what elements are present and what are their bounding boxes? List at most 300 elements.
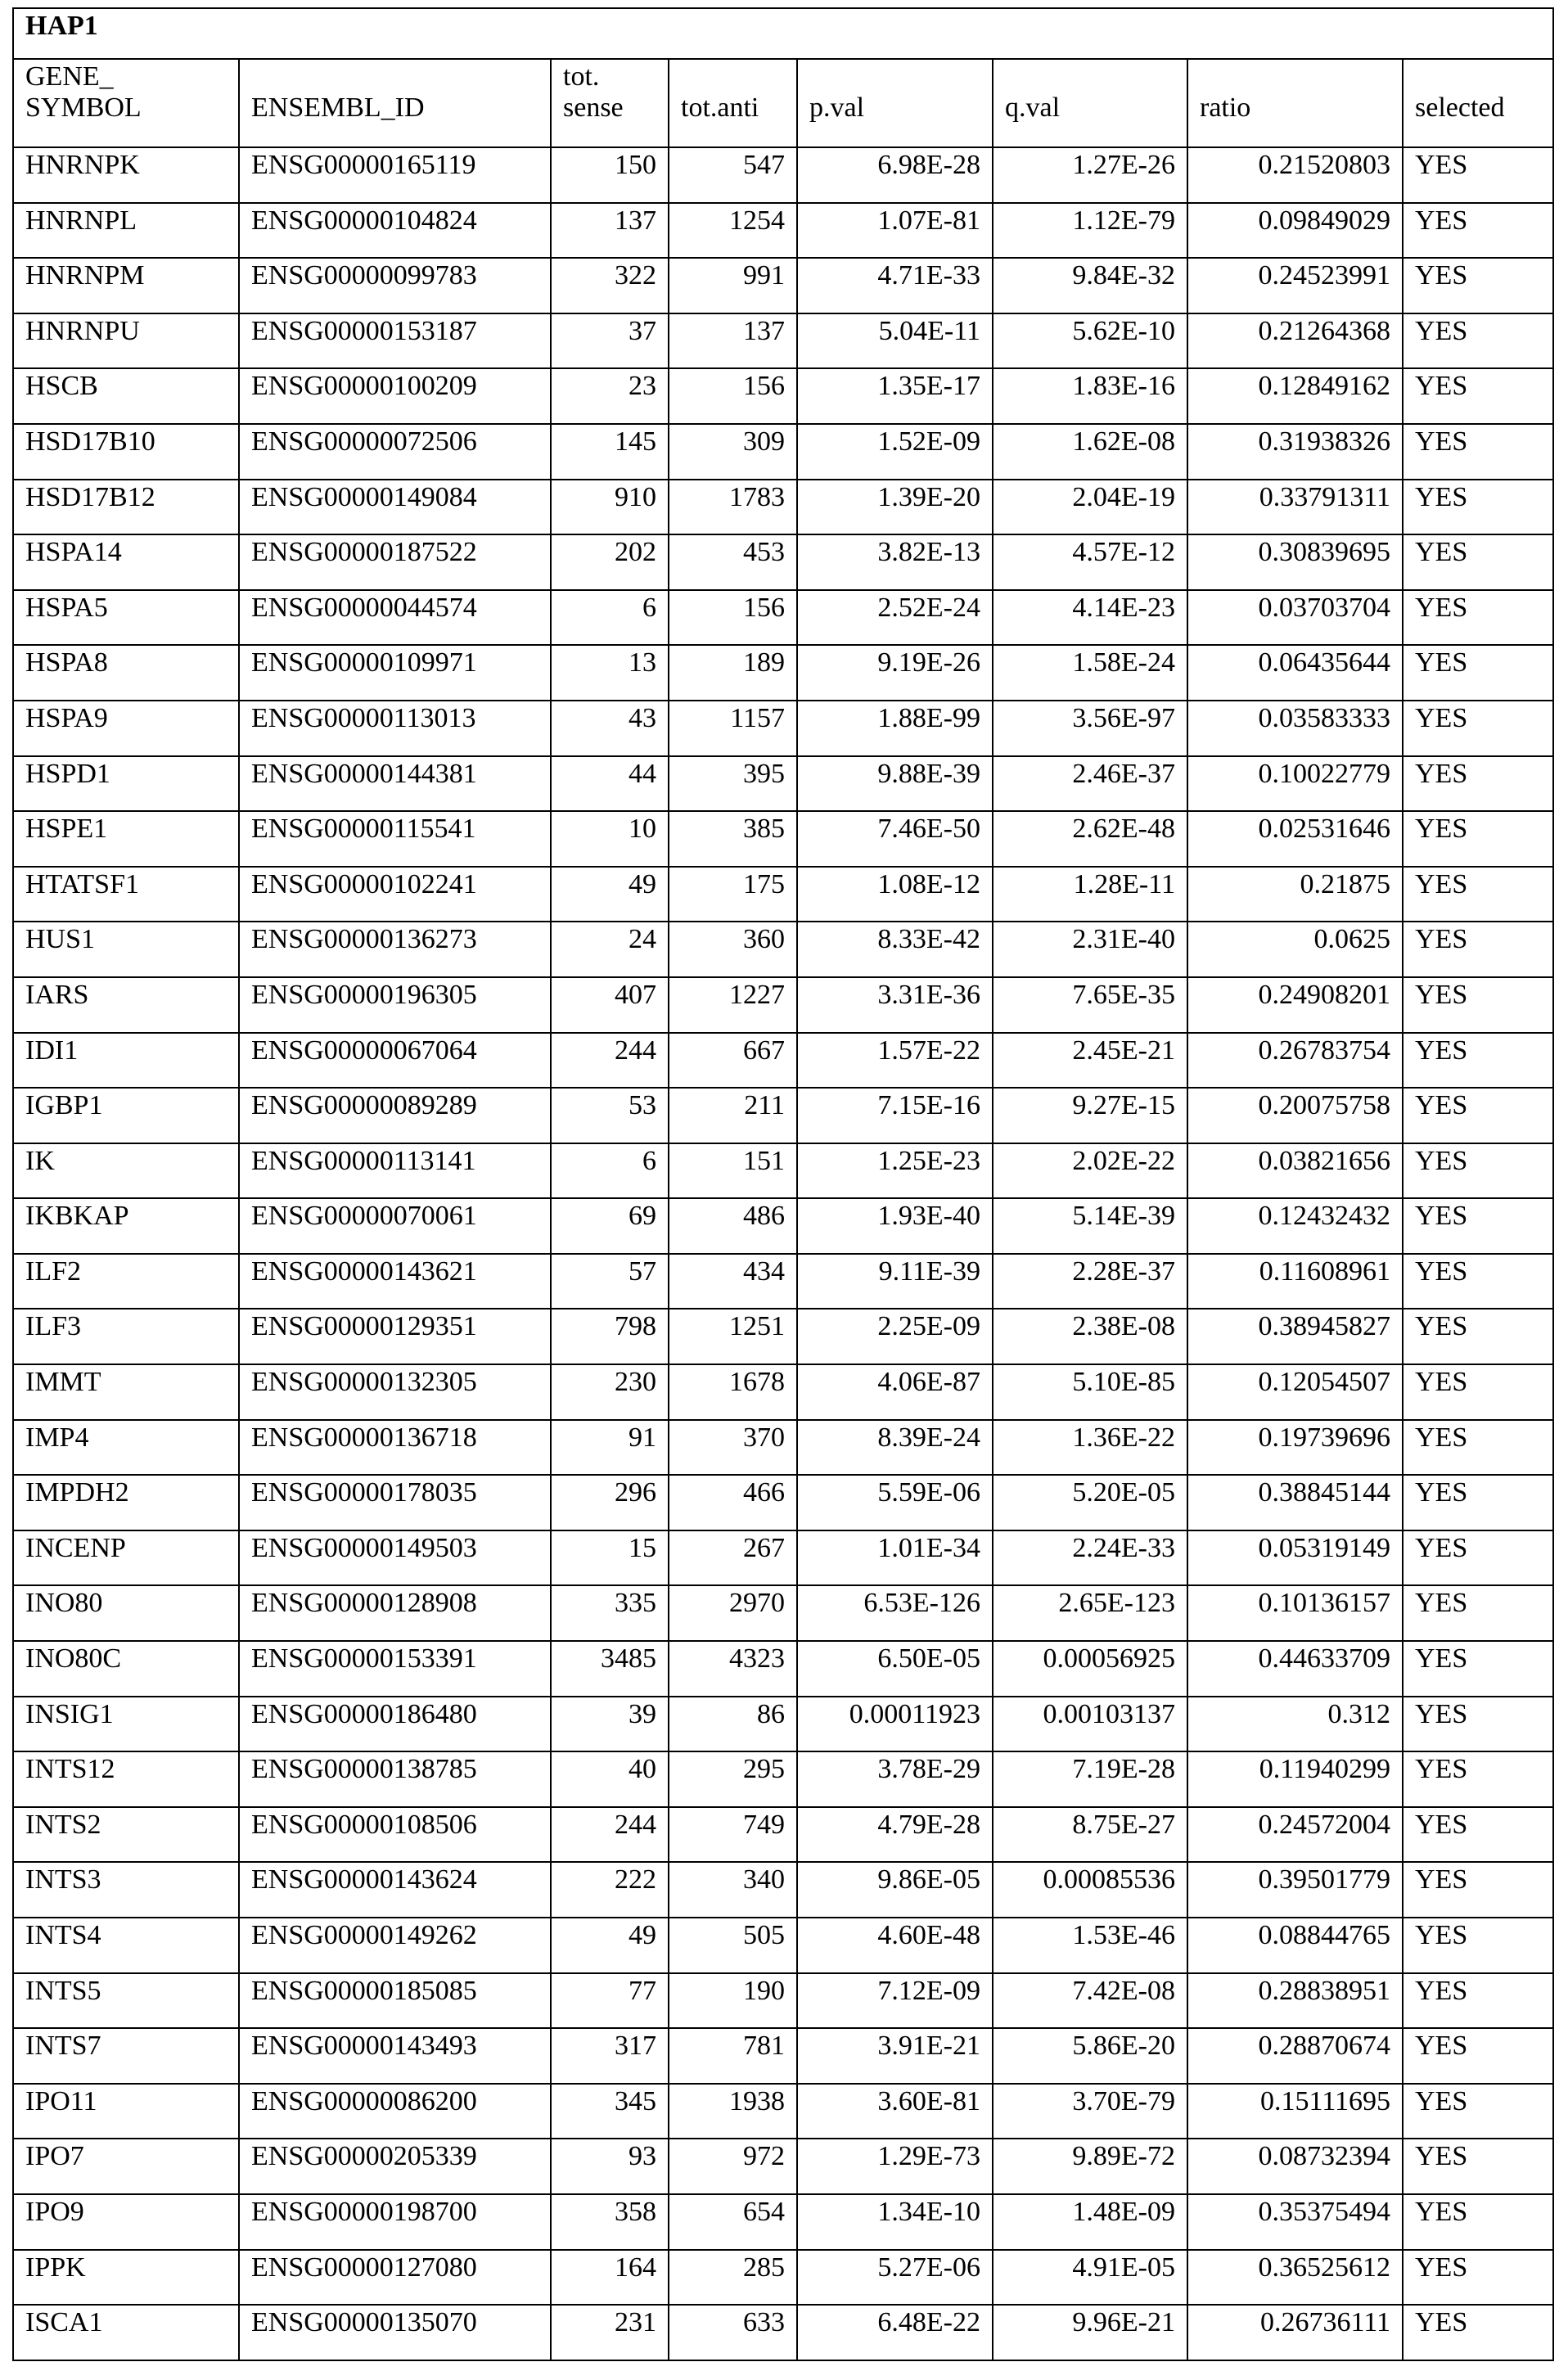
header-row xyxy=(13,59,1553,147)
cell-p-val: 2.52E-24 xyxy=(797,590,993,646)
cell-tot-sense: 49 xyxy=(551,867,669,922)
cell-tot-sense: 10 xyxy=(551,811,669,867)
cell-gene-symbol: IK xyxy=(13,1143,239,1199)
header-tot-sense xyxy=(551,59,669,147)
cell-q-val: 0.00056925 xyxy=(993,1641,1187,1697)
table-row xyxy=(13,1143,1553,1199)
cell-gene-symbol: IMPDH2 xyxy=(13,1475,239,1530)
cell-tot-sense: 57 xyxy=(551,1254,669,1309)
cell-ensembl-id: ENSG00000072506 xyxy=(239,424,551,480)
cell-ensembl-id: ENSG00000113141 xyxy=(239,1143,551,1199)
cell-p-val: 3.91E-21 xyxy=(797,2028,993,2084)
table-row xyxy=(13,1254,1553,1309)
table-row xyxy=(13,1807,1553,1863)
header-ratio xyxy=(1187,59,1403,147)
cell-tot-sense: 6 xyxy=(551,590,669,646)
cell-tot-sense: 40 xyxy=(551,1751,669,1807)
cell-gene-symbol: HSCB xyxy=(13,368,239,424)
cell-q-val: 2.65E-123 xyxy=(993,1585,1187,1641)
cell-ensembl-id: ENSG00000144381 xyxy=(239,756,551,812)
cell-p-val: 4.71E-33 xyxy=(797,258,993,313)
cell-ratio: 0.21264368 xyxy=(1187,313,1403,369)
cell-tot-anti: 1678 xyxy=(669,1364,797,1420)
cell-gene-symbol: IPO7 xyxy=(13,2139,239,2194)
cell-tot-anti: 667 xyxy=(669,1033,797,1089)
cell-ensembl-id: ENSG00000089289 xyxy=(239,1088,551,1143)
cell-selected: YES xyxy=(1403,313,1553,369)
cell-gene-symbol: ILF3 xyxy=(13,1309,239,1364)
header-gene-symbol xyxy=(13,59,239,147)
cell-ratio: 0.28870674 xyxy=(1187,2028,1403,2084)
table-row xyxy=(13,1309,1553,1364)
cell-gene-symbol: IKBKAP xyxy=(13,1198,239,1254)
cell-ensembl-id: ENSG00000127080 xyxy=(239,2250,551,2306)
cell-selected: YES xyxy=(1403,1420,1553,1476)
cell-p-val: 3.31E-36 xyxy=(797,977,993,1033)
cell-tot-sense: 15 xyxy=(551,1530,669,1586)
cell-tot-sense: 345 xyxy=(551,2084,669,2139)
cell-selected: YES xyxy=(1403,1530,1553,1586)
cell-tot-anti: 1157 xyxy=(669,701,797,756)
header-q-val xyxy=(993,59,1187,147)
cell-q-val: 5.14E-39 xyxy=(993,1198,1187,1254)
cell-tot-anti: 4323 xyxy=(669,1641,797,1697)
cell-selected: YES xyxy=(1403,1143,1553,1199)
cell-q-val: 2.24E-33 xyxy=(993,1530,1187,1586)
cell-selected: YES xyxy=(1403,1807,1553,1863)
cell-ensembl-id: ENSG00000109971 xyxy=(239,645,551,701)
cell-ratio: 0.10022779 xyxy=(1187,756,1403,812)
cell-selected: YES xyxy=(1403,1254,1553,1309)
cell-ensembl-id: ENSG00000186480 xyxy=(239,1697,551,1752)
cell-ratio: 0.21520803 xyxy=(1187,147,1403,203)
cell-q-val: 0.00103137 xyxy=(993,1697,1187,1752)
cell-q-val: 1.53E-46 xyxy=(993,1918,1187,1973)
cell-tot-sense: 322 xyxy=(551,258,669,313)
cell-q-val: 9.89E-72 xyxy=(993,2139,1187,2194)
cell-tot-anti: 151 xyxy=(669,1143,797,1199)
table-row xyxy=(13,1088,1553,1143)
cell-q-val: 9.27E-15 xyxy=(993,1088,1187,1143)
cell-ensembl-id: ENSG00000099783 xyxy=(239,258,551,313)
header-gene-symbol-line1: GENE_ xyxy=(25,61,230,92)
cell-selected: YES xyxy=(1403,2139,1553,2194)
table-row xyxy=(13,368,1553,424)
table-row xyxy=(13,2194,1553,2250)
cell-q-val: 1.27E-26 xyxy=(993,147,1187,203)
header-tot-sense-line1: tot. xyxy=(563,61,660,92)
cell-ratio: 0.19739696 xyxy=(1187,1420,1403,1476)
cell-ratio: 0.21875 xyxy=(1187,867,1403,922)
table-row xyxy=(13,2305,1553,2360)
cell-ratio: 0.03821656 xyxy=(1187,1143,1403,1199)
cell-p-val: 1.88E-99 xyxy=(797,701,993,756)
cell-p-val: 0.00011923 xyxy=(797,1697,993,1752)
cell-p-val: 4.79E-28 xyxy=(797,1807,993,1863)
cell-q-val: 2.38E-08 xyxy=(993,1309,1187,1364)
cell-ratio: 0.24572004 xyxy=(1187,1807,1403,1863)
cell-ensembl-id: ENSG00000132305 xyxy=(239,1364,551,1420)
cell-tot-anti: 189 xyxy=(669,645,797,701)
cell-ratio: 0.06435644 xyxy=(1187,645,1403,701)
cell-q-val: 5.20E-05 xyxy=(993,1475,1187,1530)
cell-q-val: 4.91E-05 xyxy=(993,2250,1187,2306)
cell-q-val: 3.70E-79 xyxy=(993,2084,1187,2139)
cell-ensembl-id: ENSG00000136273 xyxy=(239,922,551,977)
cell-ensembl-id: ENSG00000070061 xyxy=(239,1198,551,1254)
table-row xyxy=(13,977,1553,1033)
header-p-val xyxy=(797,59,993,147)
cell-ratio: 0.12432432 xyxy=(1187,1198,1403,1254)
cell-selected: YES xyxy=(1403,2305,1553,2360)
cell-ensembl-id: ENSG00000113013 xyxy=(239,701,551,756)
cell-q-val: 1.28E-11 xyxy=(993,867,1187,922)
cell-tot-sense: 150 xyxy=(551,147,669,203)
cell-selected: YES xyxy=(1403,147,1553,203)
cell-selected: YES xyxy=(1403,1198,1553,1254)
cell-tot-sense: 202 xyxy=(551,534,669,590)
table-row xyxy=(13,2028,1553,2084)
cell-tot-sense: 93 xyxy=(551,2139,669,2194)
cell-gene-symbol: IDI1 xyxy=(13,1033,239,1089)
cell-tot-sense: 24 xyxy=(551,922,669,977)
cell-p-val: 7.15E-16 xyxy=(797,1088,993,1143)
cell-tot-anti: 972 xyxy=(669,2139,797,2194)
cell-selected: YES xyxy=(1403,258,1553,313)
cell-ensembl-id: ENSG00000149084 xyxy=(239,480,551,535)
cell-tot-anti: 434 xyxy=(669,1254,797,1309)
cell-p-val: 1.01E-34 xyxy=(797,1530,993,1586)
cell-p-val: 6.50E-05 xyxy=(797,1641,993,1697)
cell-selected: YES xyxy=(1403,811,1553,867)
cell-p-val: 9.19E-26 xyxy=(797,645,993,701)
cell-p-val: 5.27E-06 xyxy=(797,2250,993,2306)
cell-tot-sense: 49 xyxy=(551,1918,669,1973)
cell-p-val: 1.39E-20 xyxy=(797,480,993,535)
cell-tot-sense: 231 xyxy=(551,2305,669,2360)
table-row xyxy=(13,203,1553,259)
cell-gene-symbol: IPO9 xyxy=(13,2194,239,2250)
table-row xyxy=(13,1918,1553,1973)
cell-gene-symbol: HSPA5 xyxy=(13,590,239,646)
cell-q-val: 2.28E-37 xyxy=(993,1254,1187,1309)
cell-selected: YES xyxy=(1403,922,1553,977)
cell-ensembl-id: ENSG00000108506 xyxy=(239,1807,551,1863)
cell-q-val: 2.62E-48 xyxy=(993,811,1187,867)
cell-tot-anti: 395 xyxy=(669,756,797,812)
table-row xyxy=(13,1751,1553,1807)
cell-tot-anti: 2970 xyxy=(669,1585,797,1641)
cell-ensembl-id: ENSG00000196305 xyxy=(239,977,551,1033)
cell-ensembl-id: ENSG00000067064 xyxy=(239,1033,551,1089)
table-row xyxy=(13,2250,1553,2306)
table-row xyxy=(13,645,1553,701)
table-body xyxy=(13,147,1553,2360)
cell-q-val: 5.62E-10 xyxy=(993,313,1187,369)
cell-gene-symbol: HNRNPK xyxy=(13,147,239,203)
table-row xyxy=(13,313,1553,369)
cell-tot-anti: 156 xyxy=(669,368,797,424)
cell-tot-sense: 37 xyxy=(551,313,669,369)
cell-tot-anti: 175 xyxy=(669,867,797,922)
cell-gene-symbol: HUS1 xyxy=(13,922,239,977)
cell-ratio: 0.44633709 xyxy=(1187,1641,1403,1697)
cell-gene-symbol: INTS5 xyxy=(13,1973,239,2029)
header-p-val-label: p.val xyxy=(809,92,984,124)
cell-tot-anti: 749 xyxy=(669,1807,797,1863)
cell-selected: YES xyxy=(1403,1364,1553,1420)
cell-p-val: 1.52E-09 xyxy=(797,424,993,480)
cell-q-val: 2.45E-21 xyxy=(993,1033,1187,1089)
table-row xyxy=(13,147,1553,203)
cell-ensembl-id: ENSG00000129351 xyxy=(239,1309,551,1364)
header-q-val-label: q.val xyxy=(1005,92,1178,124)
cell-p-val: 9.11E-39 xyxy=(797,1254,993,1309)
cell-p-val: 2.25E-09 xyxy=(797,1309,993,1364)
cell-selected: YES xyxy=(1403,2194,1553,2250)
cell-selected: YES xyxy=(1403,1973,1553,2029)
cell-p-val: 7.46E-50 xyxy=(797,811,993,867)
cell-p-val: 3.82E-13 xyxy=(797,534,993,590)
cell-tot-sense: 77 xyxy=(551,1973,669,2029)
cell-selected: YES xyxy=(1403,1088,1553,1143)
cell-ratio: 0.33791311 xyxy=(1187,480,1403,535)
cell-tot-anti: 453 xyxy=(669,534,797,590)
cell-p-val: 8.39E-24 xyxy=(797,1420,993,1476)
table-row xyxy=(13,1198,1553,1254)
cell-tot-sense: 222 xyxy=(551,1862,669,1918)
header-tot-sense-line2: sense xyxy=(563,92,660,124)
table-row xyxy=(13,811,1553,867)
cell-ratio: 0.28838951 xyxy=(1187,1973,1403,2029)
cell-tot-sense: 230 xyxy=(551,1364,669,1420)
cell-q-val: 1.36E-22 xyxy=(993,1420,1187,1476)
cell-ensembl-id: ENSG00000165119 xyxy=(239,147,551,203)
cell-selected: YES xyxy=(1403,203,1553,259)
table-row xyxy=(13,1530,1553,1586)
cell-ensembl-id: ENSG00000086200 xyxy=(239,2084,551,2139)
table-row xyxy=(13,1862,1553,1918)
cell-tot-anti: 285 xyxy=(669,2250,797,2306)
cell-ensembl-id: ENSG00000149503 xyxy=(239,1530,551,1586)
cell-selected: YES xyxy=(1403,1641,1553,1697)
cell-tot-sense: 244 xyxy=(551,1807,669,1863)
cell-ratio: 0.09849029 xyxy=(1187,203,1403,259)
cell-selected: YES xyxy=(1403,977,1553,1033)
cell-tot-anti: 370 xyxy=(669,1420,797,1476)
cell-ratio: 0.11608961 xyxy=(1187,1254,1403,1309)
cell-ensembl-id: ENSG00000153187 xyxy=(239,313,551,369)
cell-ratio: 0.12849162 xyxy=(1187,368,1403,424)
cell-p-val: 1.29E-73 xyxy=(797,2139,993,2194)
cell-tot-sense: 164 xyxy=(551,2250,669,2306)
cell-tot-anti: 137 xyxy=(669,313,797,369)
cell-gene-symbol: HTATSF1 xyxy=(13,867,239,922)
cell-tot-anti: 309 xyxy=(669,424,797,480)
cell-q-val: 1.62E-08 xyxy=(993,424,1187,480)
table-row xyxy=(13,424,1553,480)
cell-tot-anti: 505 xyxy=(669,1918,797,1973)
cell-q-val: 8.75E-27 xyxy=(993,1807,1187,1863)
cell-q-val: 7.19E-28 xyxy=(993,1751,1187,1807)
gene-table xyxy=(12,7,1554,2361)
table-row xyxy=(13,1033,1553,1089)
cell-gene-symbol: HSPA8 xyxy=(13,645,239,701)
table-row xyxy=(13,701,1553,756)
table-row xyxy=(13,534,1553,590)
cell-gene-symbol: INO80 xyxy=(13,1585,239,1641)
cell-q-val: 5.86E-20 xyxy=(993,2028,1187,2084)
cell-ratio: 0.03583333 xyxy=(1187,701,1403,756)
cell-tot-anti: 1938 xyxy=(669,2084,797,2139)
cell-ensembl-id: ENSG00000143621 xyxy=(239,1254,551,1309)
cell-ratio: 0.02531646 xyxy=(1187,811,1403,867)
cell-tot-sense: 23 xyxy=(551,368,669,424)
cell-ratio: 0.39501779 xyxy=(1187,1862,1403,1918)
table-row xyxy=(13,867,1553,922)
cell-ensembl-id: ENSG00000205339 xyxy=(239,2139,551,2194)
cell-gene-symbol: HSPA9 xyxy=(13,701,239,756)
cell-ratio: 0.08844765 xyxy=(1187,1918,1403,1973)
cell-q-val: 9.96E-21 xyxy=(993,2305,1187,2360)
cell-q-val: 4.14E-23 xyxy=(993,590,1187,646)
cell-tot-sense: 317 xyxy=(551,2028,669,2084)
cell-tot-sense: 43 xyxy=(551,701,669,756)
cell-p-val: 3.60E-81 xyxy=(797,2084,993,2139)
cell-ratio: 0.24908201 xyxy=(1187,977,1403,1033)
cell-ratio: 0.30839695 xyxy=(1187,534,1403,590)
cell-gene-symbol: HSD17B12 xyxy=(13,480,239,535)
cell-gene-symbol: HNRNPU xyxy=(13,313,239,369)
cell-gene-symbol: INO80C xyxy=(13,1641,239,1697)
cell-ratio: 0.26783754 xyxy=(1187,1033,1403,1089)
table-title: HAP1 xyxy=(13,8,1553,59)
header-selected-label: selected xyxy=(1415,92,1544,124)
cell-p-val: 5.59E-06 xyxy=(797,1475,993,1530)
cell-tot-anti: 190 xyxy=(669,1973,797,2029)
cell-ensembl-id: ENSG00000149262 xyxy=(239,1918,551,1973)
cell-ratio: 0.10136157 xyxy=(1187,1585,1403,1641)
cell-tot-anti: 267 xyxy=(669,1530,797,1586)
cell-ratio: 0.12054507 xyxy=(1187,1364,1403,1420)
header-tot-anti xyxy=(669,59,797,147)
cell-p-val: 1.34E-10 xyxy=(797,2194,993,2250)
table-row xyxy=(13,756,1553,812)
cell-ratio: 0.15111695 xyxy=(1187,2084,1403,2139)
cell-selected: YES xyxy=(1403,1309,1553,1364)
cell-gene-symbol: IMP4 xyxy=(13,1420,239,1476)
table-row xyxy=(13,1973,1553,2029)
table-row xyxy=(13,1364,1553,1420)
cell-selected: YES xyxy=(1403,645,1553,701)
cell-q-val: 2.31E-40 xyxy=(993,922,1187,977)
cell-gene-symbol: INTS4 xyxy=(13,1918,239,1973)
table-row xyxy=(13,1585,1553,1641)
cell-tot-sense: 244 xyxy=(551,1033,669,1089)
cell-tot-anti: 991 xyxy=(669,258,797,313)
table-row xyxy=(13,2139,1553,2194)
cell-gene-symbol: INTS12 xyxy=(13,1751,239,1807)
cell-gene-symbol: HNRNPM xyxy=(13,258,239,313)
cell-tot-anti: 633 xyxy=(669,2305,797,2360)
cell-p-val: 8.33E-42 xyxy=(797,922,993,977)
cell-tot-sense: 407 xyxy=(551,977,669,1033)
cell-selected: YES xyxy=(1403,2084,1553,2139)
cell-tot-sense: 13 xyxy=(551,645,669,701)
cell-q-val: 9.84E-32 xyxy=(993,258,1187,313)
cell-tot-anti: 1783 xyxy=(669,480,797,535)
header-ensembl-id xyxy=(239,59,551,147)
cell-q-val: 2.46E-37 xyxy=(993,756,1187,812)
cell-tot-anti: 340 xyxy=(669,1862,797,1918)
cell-ratio: 0.08732394 xyxy=(1187,2139,1403,2194)
table-title-row xyxy=(13,8,1553,59)
cell-p-val: 9.86E-05 xyxy=(797,1862,993,1918)
cell-gene-symbol: INTS7 xyxy=(13,2028,239,2084)
cell-tot-anti: 1254 xyxy=(669,203,797,259)
cell-gene-symbol: INCENP xyxy=(13,1530,239,1586)
cell-ratio: 0.38945827 xyxy=(1187,1309,1403,1364)
cell-tot-sense: 798 xyxy=(551,1309,669,1364)
cell-selected: YES xyxy=(1403,424,1553,480)
cell-p-val: 1.35E-17 xyxy=(797,368,993,424)
cell-ratio: 0.0625 xyxy=(1187,922,1403,977)
cell-p-val: 9.88E-39 xyxy=(797,756,993,812)
cell-tot-anti: 654 xyxy=(669,2194,797,2250)
cell-ensembl-id: ENSG00000143624 xyxy=(239,1862,551,1918)
cell-q-val: 4.57E-12 xyxy=(993,534,1187,590)
cell-ratio: 0.312 xyxy=(1187,1697,1403,1752)
cell-q-val: 1.48E-09 xyxy=(993,2194,1187,2250)
cell-selected: YES xyxy=(1403,1585,1553,1641)
table-row xyxy=(13,922,1553,977)
cell-selected: YES xyxy=(1403,1033,1553,1089)
cell-gene-symbol: INSIG1 xyxy=(13,1697,239,1752)
cell-selected: YES xyxy=(1403,1697,1553,1752)
table-row xyxy=(13,2084,1553,2139)
cell-p-val: 4.60E-48 xyxy=(797,1918,993,1973)
cell-tot-anti: 360 xyxy=(669,922,797,977)
table-row xyxy=(13,1641,1553,1697)
cell-q-val: 2.02E-22 xyxy=(993,1143,1187,1199)
cell-ensembl-id: ENSG00000187522 xyxy=(239,534,551,590)
cell-tot-anti: 486 xyxy=(669,1198,797,1254)
cell-gene-symbol: IGBP1 xyxy=(13,1088,239,1143)
header-tot-anti-label: tot.anti xyxy=(681,92,788,124)
cell-selected: YES xyxy=(1403,1751,1553,1807)
cell-selected: YES xyxy=(1403,756,1553,812)
cell-gene-symbol: INTS3 xyxy=(13,1862,239,1918)
cell-selected: YES xyxy=(1403,1918,1553,1973)
cell-ratio: 0.24523991 xyxy=(1187,258,1403,313)
cell-selected: YES xyxy=(1403,1862,1553,1918)
cell-tot-sense: 335 xyxy=(551,1585,669,1641)
header-gene-symbol-line2: SYMBOL xyxy=(25,92,230,124)
cell-q-val: 1.12E-79 xyxy=(993,203,1187,259)
cell-tot-sense: 145 xyxy=(551,424,669,480)
cell-q-val: 7.42E-08 xyxy=(993,1973,1187,2029)
cell-selected: YES xyxy=(1403,1475,1553,1530)
cell-ensembl-id: ENSG00000100209 xyxy=(239,368,551,424)
cell-selected: YES xyxy=(1403,368,1553,424)
cell-tot-anti: 547 xyxy=(669,147,797,203)
cell-selected: YES xyxy=(1403,534,1553,590)
cell-p-val: 1.93E-40 xyxy=(797,1198,993,1254)
cell-ensembl-id: ENSG00000198700 xyxy=(239,2194,551,2250)
cell-gene-symbol: ILF2 xyxy=(13,1254,239,1309)
cell-p-val: 7.12E-09 xyxy=(797,1973,993,2029)
cell-q-val: 1.83E-16 xyxy=(993,368,1187,424)
